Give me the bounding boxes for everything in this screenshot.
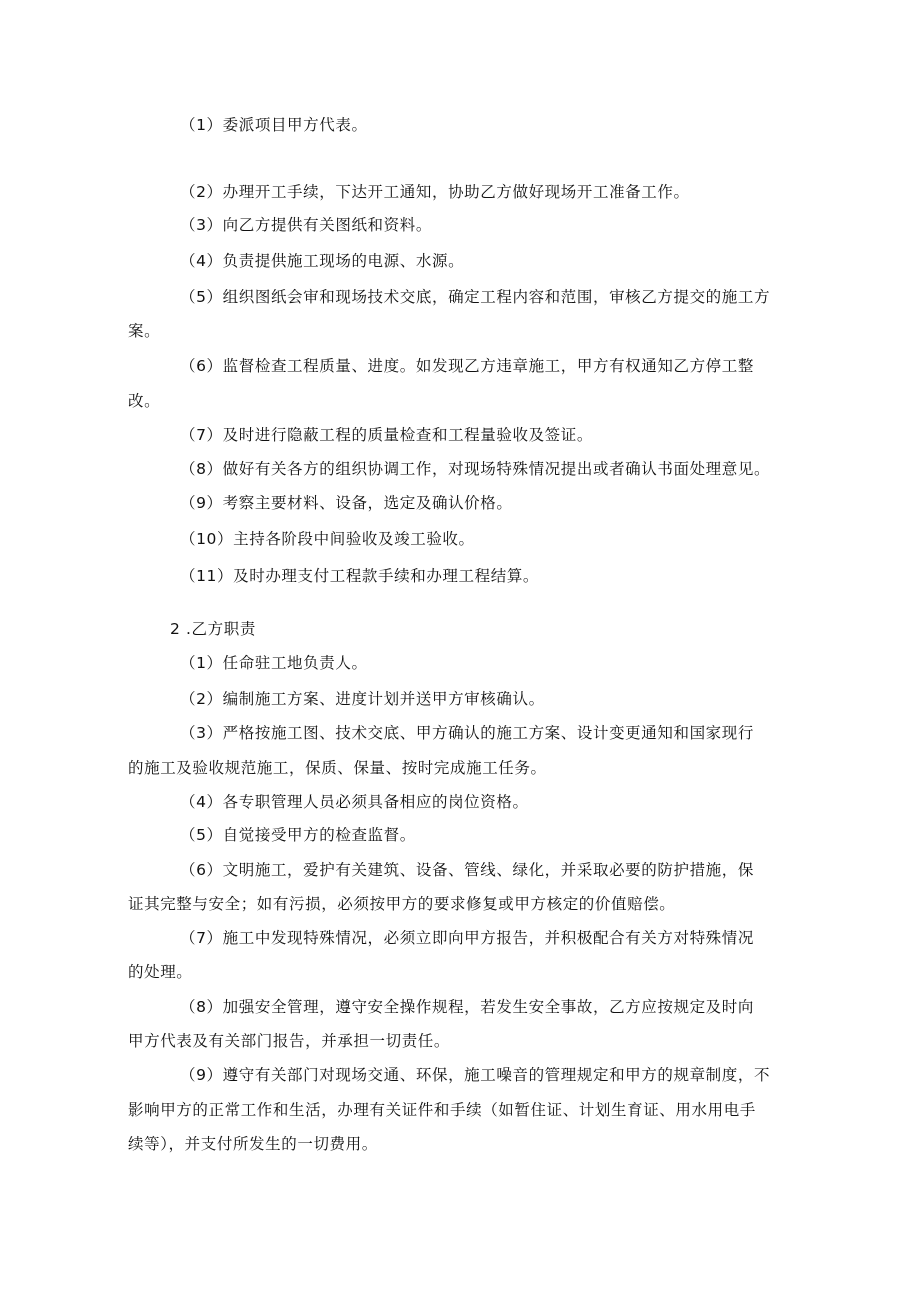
party-b-item-7-cont: 的处理。 — [128, 963, 193, 981]
party-a-item-6: （6）监督检查工程质量、进度。如发现乙方违章施工，甲方有权通知乙方停工整 — [180, 357, 754, 375]
party-a-item-5-cont: 案。 — [128, 322, 161, 340]
party-b-item-8-cont: 甲方代表及有关部门报告，并承担一切责任。 — [128, 1032, 451, 1050]
party-a-item-2: （2）办理开工手续，下达开工通知，协助乙方做好现场开工准备工作。 — [180, 183, 690, 201]
party-b-item-3: （3）严格按施工图、技术交底、甲方确认的施工方案、设计变更通知和国家现行 — [180, 724, 754, 742]
party-a-item-9: （9）考察主要材料、设备，选定及确认价格。 — [180, 494, 513, 512]
party-b-item-6: （6）文明施工，爱护有关建筑、设备、管线、绿化，并采取必要的防护措施，保 — [180, 861, 754, 879]
party-b-heading: 2 .乙方职责 — [170, 620, 256, 638]
party-a-item-1: （1）委派项目甲方代表。 — [180, 116, 368, 134]
party-b-item-8: （8）加强安全管理，遵守安全操作规程，若发生安全事故，乙方应按规定及时向 — [180, 998, 754, 1016]
party-a-item-7: （7）及时进行隐蔽工程的质量检查和工程量验收及签证。 — [180, 426, 593, 444]
party-a-item-10: （10）主持各阶段中间验收及竣工验收。 — [180, 530, 475, 548]
party-a-item-4: （4）负责提供施工现场的电源、水源。 — [180, 252, 465, 270]
party-a-item-8: （8）做好有关各方的组织协调工作，对现场特殊情况提出或者确认书面处理意见。 — [180, 460, 771, 478]
party-b-item-5: （5）自觉接受甲方的检查监督。 — [180, 826, 416, 844]
party-a-item-11: （11）及时办理支付工程款手续和办理工程结算。 — [180, 567, 540, 585]
party-b-item-1: （1）任命驻工地负责人。 — [180, 654, 368, 672]
party-b-item-7: （7）施工中发现特殊情况，必须立即向甲方报告，并积极配合有关方对特殊情况 — [180, 929, 754, 947]
party-a-item-5: （5）组织图纸会审和现场技术交底，确定工程内容和范围，审核乙方提交的施工方 — [180, 288, 771, 306]
party-b-item-9: （9）遵守有关部门对现场交通、环保，施工噪音的管理规定和甲方的规章制度，不 — [180, 1066, 771, 1084]
party-b-item-4: （4）各专职管理人员必须具备相应的岗位资格。 — [180, 793, 529, 811]
party-a-item-3: （3）向乙方提供有关图纸和资料。 — [180, 216, 432, 234]
party-b-item-9-cont-1: 影响甲方的正常工作和生活，办理有关证件和手续（如暂住证、计划生育证、用水用电手 — [128, 1101, 756, 1119]
party-a-item-6-cont: 改。 — [128, 392, 161, 410]
party-b-item-9-cont-2: 续等），并支付所发生的一切费用。 — [128, 1135, 378, 1153]
party-b-item-3-cont: 的施工及验收规范施工，保质、保量、按时完成施工任务。 — [128, 759, 547, 777]
party-b-item-6-cont: 证其完整与安全；如有污损，必须按甲方的要求修复或甲方核定的价值赔偿。 — [128, 895, 676, 913]
party-b-item-2: （2）编制施工方案、进度计划并送甲方审核确认。 — [180, 690, 545, 708]
